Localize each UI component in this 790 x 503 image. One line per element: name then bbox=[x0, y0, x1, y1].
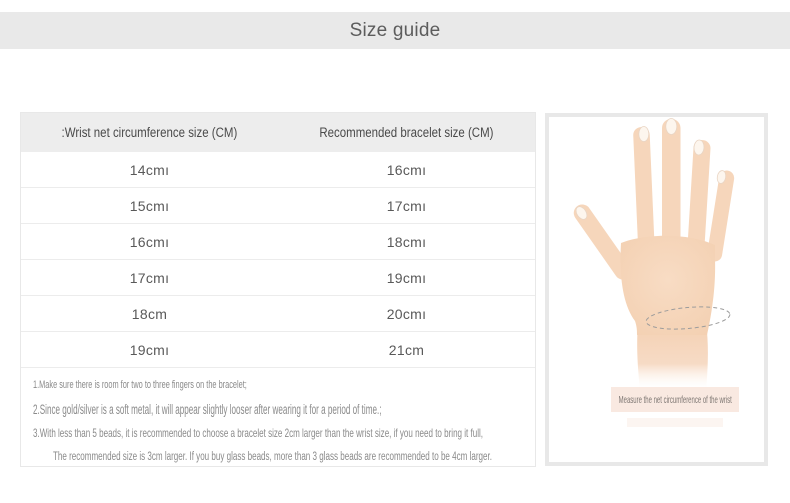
wrist-size-cell: 16cmı bbox=[129, 233, 170, 250]
note-line: 3.With less than 5 beads, it is recommended to choose a bracelet size 2cm larger than the wrist size, if you need to bring it full, bbox=[33, 426, 484, 440]
bracelet-size-cell: 18cmı bbox=[386, 233, 427, 250]
column-header-bracelet: Recommended bracelet size (CM) bbox=[319, 125, 494, 140]
wrist-size-cell: 15cmı bbox=[129, 197, 170, 214]
title-band bbox=[0, 12, 790, 49]
measure-caption: Measure the net circumference of the wrist bbox=[611, 387, 739, 412]
caption-reflection bbox=[627, 418, 723, 427]
bracelet-size-cell: 17cmı bbox=[386, 197, 427, 214]
table-row bbox=[21, 332, 535, 368]
hand-figure-panel bbox=[545, 113, 768, 466]
note-line: The recommended size is 3cm larger. If you buy glass beads, more than 3 glass beads are recommended to be 4cm larger. bbox=[53, 451, 492, 463]
wrist-size-cell: 18cm bbox=[131, 305, 168, 322]
notes-section bbox=[21, 368, 535, 467]
wrist-size-cell: 19cmı bbox=[129, 341, 170, 358]
table-header-row bbox=[21, 113, 535, 152]
bracelet-size-cell: 20cmı bbox=[386, 305, 427, 322]
table-row bbox=[21, 260, 535, 296]
page-title: Size guide bbox=[349, 19, 441, 41]
table-row bbox=[21, 224, 535, 260]
bracelet-size-cell: 19cmı bbox=[386, 269, 427, 286]
wrist-size-cell: 14cmı bbox=[129, 161, 170, 178]
table-row bbox=[21, 296, 535, 332]
bracelet-size-cell: 16cmı bbox=[386, 161, 427, 178]
bracelet-size-cell: 21cm bbox=[388, 341, 425, 358]
table-row bbox=[21, 152, 535, 188]
note-line: 2.Since gold/silver is a soft metal, it will appear slightly looser after wearing it for a period of time.; bbox=[33, 401, 382, 417]
size-table bbox=[20, 112, 536, 467]
note-line: 1.Make sure there is room for two to three fingers on the bracelet; bbox=[33, 379, 247, 391]
column-header-wrist: :Wrist net circumference size (CM) bbox=[61, 125, 238, 140]
wrist-size-cell: 17cmı bbox=[129, 269, 170, 286]
table-row bbox=[21, 188, 535, 224]
